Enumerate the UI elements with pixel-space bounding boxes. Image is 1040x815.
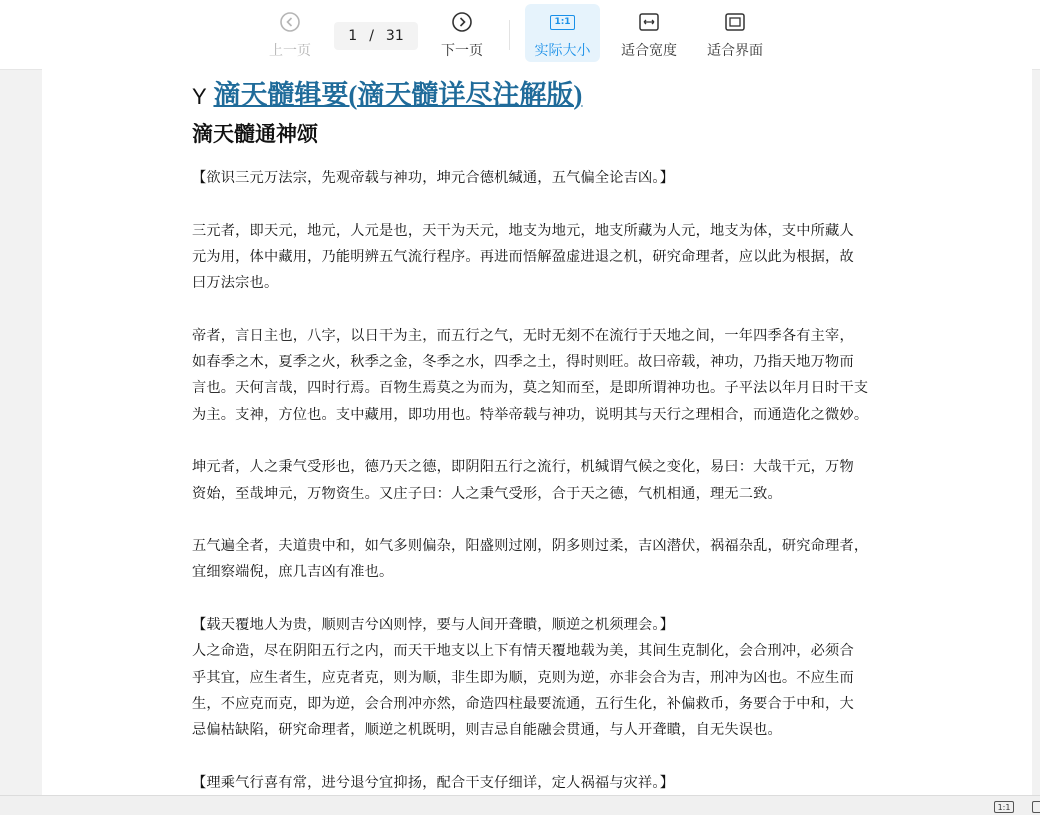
text-line: 【理乘气行喜有常，进兮退兮宜抑扬，配合干支仔细详，定人祸福与灾祥。】 [192,774,675,791]
text-line: 帝者，言日主也，八字，以日干为主，而五行之气，无时无刻不在流行于天地之间，一年四季各有主宰， [192,327,854,344]
prev-page-button[interactable] [262,4,318,62]
page-indicator[interactable] [334,22,418,50]
blank-line [192,744,892,770]
toolbar-divider [509,20,510,50]
document-title [192,79,892,113]
text-line: 宜细察端倪，庶几吉凶有准也。 [192,564,394,581]
chevron-left-circle-icon [278,10,302,34]
title-link[interactable]: 滴天髓辑要(滴天髓详尽注解版) [213,80,583,110]
text-line: 人之命造，尽在阴阳五行之内，而天干地支以上下有情天覆地载为美，其间生克制化，会合刑冲，必须合 [192,643,854,660]
ratio-icon[interactable]: 1:1 [994,801,1014,813]
next-page-label: 下一页 [441,43,483,59]
prev-page-label: 上一页 [269,43,311,59]
blank-line [192,191,892,217]
document-body [192,165,892,795]
text-line: 三元者，即天元，地元，人元是也，天干为天元，地支为地元，地支所藏为人元，地支为体，支中所藏人 [192,222,854,239]
text-line: 【欲识三元万法宗，先观帝载与神功，坤元合德机缄通，五气偏全论吉凶。】 [192,170,675,186]
fit-page-icon [723,10,747,34]
text-line: 为主。支神，方位也。支中藏用，即功用也。特举帝载与神功，说明其与天行之理相合，而通造化之微妙。 [192,406,869,423]
text-line: 乎其宜，应生者生，应克者克，则为顺，非生即为顺，克则为逆，亦非会合为吉，刑冲为凶也。不应生而 [192,669,854,686]
fit-page-button[interactable] [700,4,770,62]
current-page-input[interactable]: 1 [348,28,358,44]
fit-width-icon [637,10,661,34]
text-line: 五气遍全者，夫道贵中和，如气多则偏杂，阳盛则过刚，阴多则过柔，吉凶潜伏，祸福杂乱，研究命理者， [192,538,869,555]
blank-line [192,586,892,612]
text-line: 资始，至哉坤元，万物资生。又庄子曰：人之秉气受形，合于天之德，气机相通，理无二致。 [192,485,782,502]
title-prefix: Y [192,84,207,109]
viewer-toolbar [0,0,1040,70]
page-icon[interactable] [1032,801,1040,813]
fit-width-button[interactable] [614,4,684,62]
text-line: 曰万法宗也。 [192,275,279,292]
text-line: 忌偏枯缺陷，研究命理者，顺逆之机既明，则吉忌自能融会贯通，与人开聋瞶，自无失误也。 [192,722,782,739]
text-line: 【载天覆地人为贵，顺则吉兮凶则悖，要与人间开聋瞶，顺逆之机须理会。】 [192,617,675,634]
chevron-right-circle-icon [450,10,474,34]
blank-line [192,428,892,454]
fit-width-label: 适合宽度 [621,43,677,59]
document-page [42,69,1032,795]
text-line: 如春季之木，夏季之火，秋季之金，冬季之水，四季之土，得时则旺。故曰帝载，神功，乃指天地万物而 [192,354,854,371]
status-bar [0,795,1040,815]
document-subtitle: 滴天髓通神颂 [192,122,318,146]
actual-size-icon: 1:1 [551,10,575,34]
document-content [192,79,892,795]
text-line: 言也。天何言哉，四时行焉。百物生焉莫之为而为，莫之知而至，是即所谓神功也。子平法以年月日时干支 [192,380,869,397]
total-pages: 31 [385,28,404,44]
next-page-button[interactable] [434,4,490,62]
blank-line [192,507,892,533]
text-line: 坤元者，人之秉气受形也，德乃天之德，即阴阳五行之流行，机缄谓气候之变化，易曰：大哉干元，万物 [192,459,854,476]
text-line: 元为用，体中藏用，乃能明辨五气流行程序。再进而悟解盈虚进退之机，研究命理者，应以此为根据，故 [192,248,854,265]
text-line: 生，不应克而克，即为逆，会合刑冲亦然，命造四柱最要流通，五行生化，补偏救币，务要合于中和，大 [192,695,854,712]
actual-size-label: 实际大小 [534,43,591,59]
blank-line [192,296,892,322]
actual-size-button[interactable] [525,4,600,62]
fit-page-label: 适合界面 [707,43,763,59]
page-separator: / [369,28,374,44]
